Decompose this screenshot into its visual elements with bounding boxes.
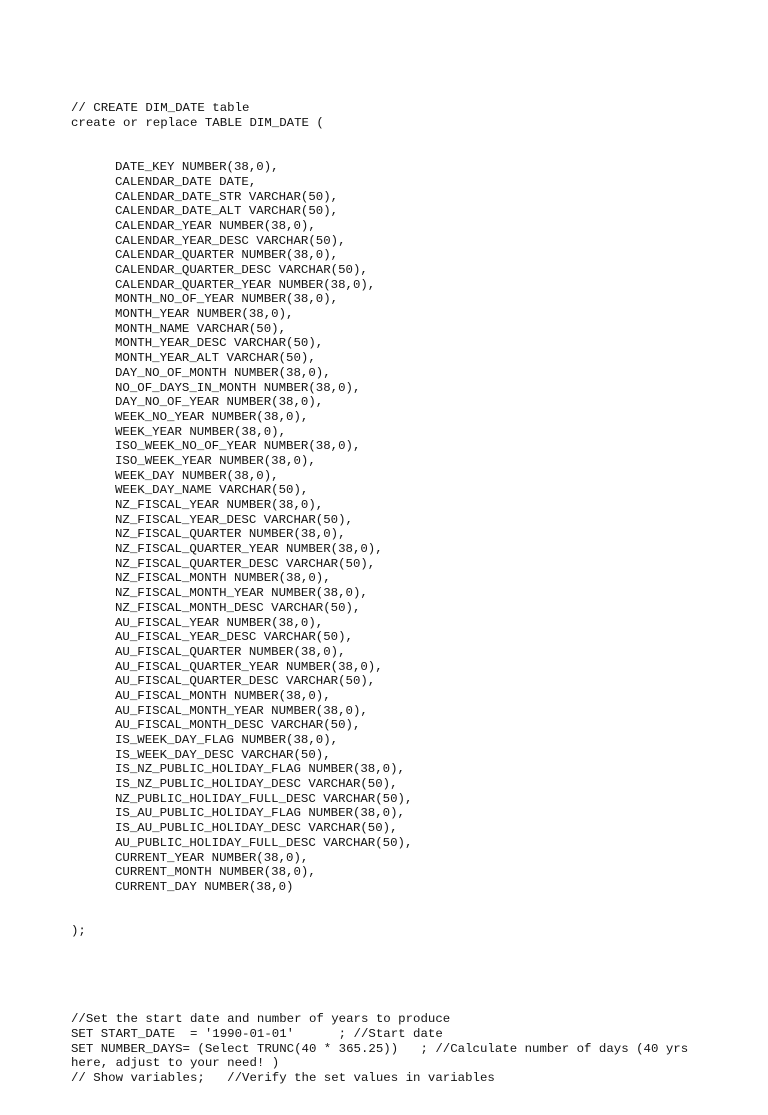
column-definition-line: CALENDAR_QUARTER_DESC VARCHAR(50), [115, 263, 368, 277]
column-definition-line: CALENDAR_YEAR_DESC VARCHAR(50), [115, 233, 346, 248]
column-definition-line: NZ_FISCAL_YEAR NUMBER(38,0), [115, 498, 324, 512]
column-definition-line: NZ_FISCAL_MONTH_YEAR NUMBER(38,0), [115, 586, 368, 601]
column-definition-line: WEEK_DAY_NAME VARCHAR(50), [115, 483, 309, 498]
column-definition-line: CALENDAR_QUARTER_YEAR NUMBER(38,0), [115, 277, 376, 292]
column-definition-line: CALENDAR_DATE DATE, [115, 174, 257, 189]
code-line-footer: SET NUMBER_DAYS= (Select TRUNC(40 * 365.25)) ; //Calculate number of days (40 yrs [71, 1041, 689, 1056]
column-definition-line: DAY_NO_OF_YEAR NUMBER(38,0), [115, 395, 324, 410]
column-definition-line: WEEK_DAY NUMBER(38,0), [115, 468, 279, 483]
column-definition-line: IS_NZ_PUBLIC_HOLIDAY_DESC VARCHAR(50), [115, 777, 398, 792]
column-definition-line: NZ_FISCAL_QUARTER_YEAR NUMBER(38,0), [115, 542, 383, 557]
column-definition-line: IS_WEEK_DAY_FLAG NUMBER(38,0), [115, 733, 339, 747]
column-definition-line: CALENDAR_DATE_ALT VARCHAR(50), [115, 204, 339, 219]
column-definition-line: NZ_FISCAL_QUARTER_DESC VARCHAR(50), [115, 556, 376, 571]
closing-paren-line: ); [71, 923, 86, 938]
column-definition-line: WEEK_YEAR NUMBER(38,0), [115, 424, 287, 439]
column-definition-line: CURRENT_YEAR NUMBER(38,0), [115, 850, 309, 865]
column-definition-line: AU_FISCAL_QUARTER NUMBER(38,0), [115, 644, 346, 659]
column-definition-line: AU_PUBLIC_HOLIDAY_FULL_DESC VARCHAR(50), [115, 835, 413, 850]
code-line-footer: // Show variables; //Verify the set values in variables [71, 1070, 495, 1085]
blank-line [71, 968, 751, 983]
column-definition-line: NO_OF_DAYS_IN_MONTH NUMBER(38,0), [115, 380, 361, 395]
column-definition-line: AU_FISCAL_MONTH_YEAR NUMBER(38,0), [115, 703, 368, 718]
column-definition-line: CURRENT_DAY NUMBER(38,0) [115, 879, 294, 894]
column-definition-line: NZ_PUBLIC_HOLIDAY_FULL_DESC VARCHAR(50), [115, 791, 413, 806]
column-definition-line: AU_FISCAL_MONTH NUMBER(38,0), [115, 688, 331, 703]
code-line-header: // CREATE DIM_DATE table [71, 101, 250, 116]
column-definition-line: DATE_KEY NUMBER(38,0), [115, 160, 279, 175]
column-definition-line: MONTH_YEAR_DESC VARCHAR(50), [115, 336, 324, 351]
column-definition-line: WEEK_NO_YEAR NUMBER(38,0), [115, 409, 309, 424]
column-definition-line: ISO_WEEK_YEAR NUMBER(38,0), [115, 453, 316, 468]
column-definition-line: CALENDAR_DATE_STR VARCHAR(50), [115, 189, 339, 204]
code-line-header: create or replace TABLE DIM_DATE ( [71, 116, 324, 131]
column-definition-line: DAY_NO_OF_MONTH NUMBER(38,0), [115, 365, 331, 380]
code-line-footer: here, adjust to your need! ) [71, 1056, 280, 1071]
column-definition-line: IS_WEEK_DAY_DESC VARCHAR(50), [115, 747, 331, 762]
column-definition-line: MONTH_NO_OF_YEAR NUMBER(38,0), [115, 292, 339, 307]
column-definition-line: AU_FISCAL_MONTH_DESC VARCHAR(50), [115, 718, 361, 733]
column-definition-line: CURRENT_MONTH NUMBER(38,0), [115, 865, 316, 880]
column-definition-line: AU_FISCAL_YEAR NUMBER(38,0), [115, 615, 324, 630]
column-definition-line: CALENDAR_YEAR NUMBER(38,0), [115, 218, 316, 233]
sql-code-block [71, 72, 751, 1115]
footer-lines [71, 1012, 751, 1085]
column-definition-line: ISO_WEEK_NO_OF_YEAR NUMBER(38,0), [115, 439, 361, 454]
column-definition-line: NZ_FISCAL_MONTH_DESC VARCHAR(50), [115, 600, 361, 615]
code-line-footer: //Set the start date and number of years to produce [71, 1012, 451, 1027]
column-definition-line: MONTH_YEAR_ALT VARCHAR(50), [115, 351, 316, 366]
column-definition-line: IS_AU_PUBLIC_HOLIDAY_FLAG NUMBER(38,0), [115, 806, 405, 821]
code-line-footer: SET START_DATE = '1990-01-01' ; //Start date [71, 1026, 443, 1041]
column-definition-line: MONTH_NAME VARCHAR(50), [115, 321, 287, 336]
column-definition-line: IS_AU_PUBLIC_HOLIDAY_DESC VARCHAR(50), [115, 821, 398, 836]
column-definition-line: NZ_FISCAL_YEAR_DESC VARCHAR(50), [115, 512, 353, 527]
column-definition-line: MONTH_YEAR NUMBER(38,0), [115, 307, 294, 322]
header-lines [71, 101, 751, 130]
column-definition-line: AU_FISCAL_QUARTER_DESC VARCHAR(50), [115, 674, 376, 689]
column-definition-line: NZ_FISCAL_QUARTER NUMBER(38,0), [115, 527, 346, 542]
column-definitions [71, 160, 751, 894]
column-definition-line: NZ_FISCAL_MONTH NUMBER(38,0), [115, 571, 331, 586]
column-definition-line: CALENDAR_QUARTER NUMBER(38,0), [115, 248, 339, 263]
column-definition-line: AU_FISCAL_QUARTER_YEAR NUMBER(38,0), [115, 659, 383, 674]
column-definition-line: AU_FISCAL_YEAR_DESC VARCHAR(50), [115, 630, 353, 645]
column-definition-line: IS_NZ_PUBLIC_HOLIDAY_FLAG NUMBER(38,0), [115, 762, 405, 777]
